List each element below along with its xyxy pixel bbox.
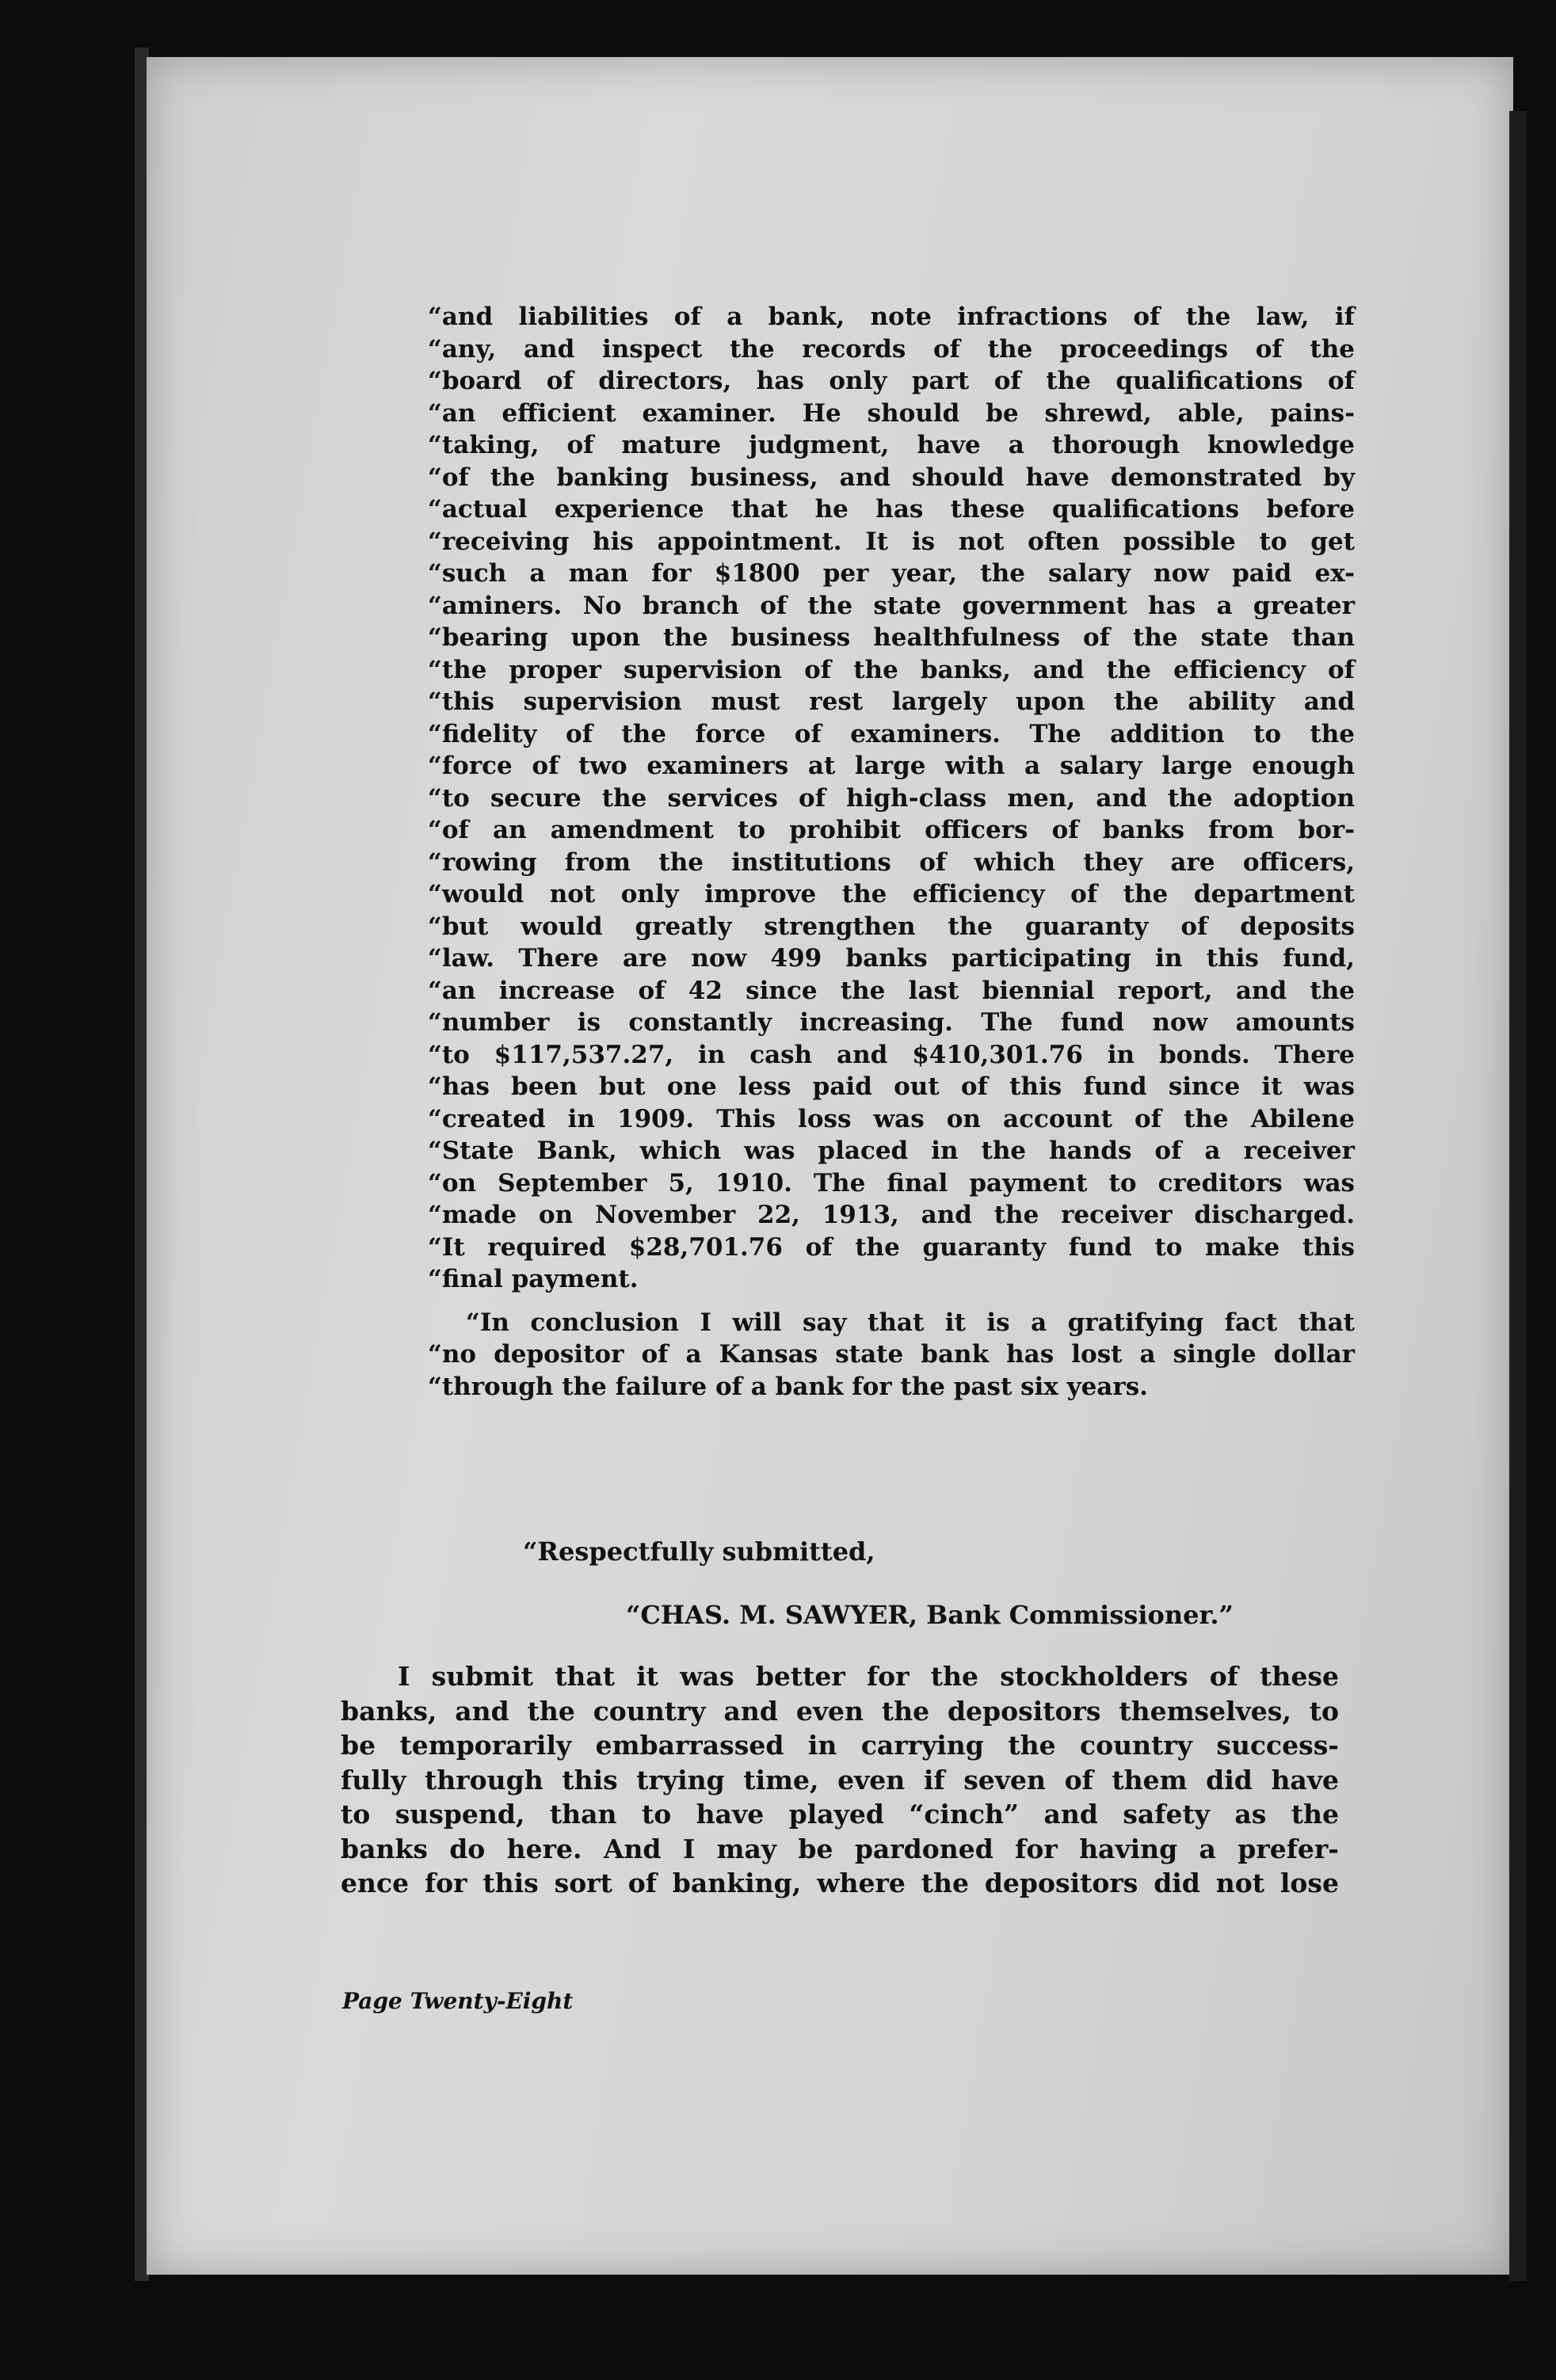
report-text-line: “an increase of 42 since the last biennial report, and the: [428, 976, 1355, 1005]
body-text-line: fully through this trying time, even if seven of them did have: [341, 1764, 1339, 1795]
body-text-line: banks, and the country and even the depositors themselves, to: [341, 1695, 1339, 1727]
report-text-line: “force of two examiners at large with a salary large enough: [428, 752, 1355, 780]
report-text-line: “this supervision must rest largely upon the ability and: [428, 687, 1355, 716]
report-text-line: “to secure the services of high-class men, and the adoption: [428, 783, 1355, 813]
body-text-line: to suspend, than to have played “cinch” and safety as the: [341, 1799, 1339, 1830]
page-number-footer: Page Twenty-Eight: [342, 1988, 574, 2014]
body-text-line: ence for this sort of banking, where the depositors did not lose: [341, 1868, 1339, 1898]
report-text-line: “would not only improve the efficiency of the department: [428, 880, 1355, 908]
report-text-line: “the proper supervision of the banks, and the efficiency of: [428, 655, 1355, 684]
signature-line: “CHAS. M. SAWYER, Bank Commissioner.”: [626, 1600, 1234, 1630]
report-text-line: “actual experience that he has these qualifications before: [428, 495, 1355, 524]
closing-salutation: “Respectfully submitted,: [523, 1537, 875, 1567]
body-text-line: be temporarily embarrassed in carrying the country success-: [341, 1730, 1339, 1761]
quoted-paragraph-2: [428, 1307, 1355, 1403]
report-text-line: “of the banking business, and should have demonstrated by: [428, 463, 1355, 492]
report-text-line: “to $117,537.27, in cash and $410,301.76 in bonds. There: [428, 1040, 1355, 1069]
body-text-line: I submit that it was better for the stockholders of these: [398, 1661, 1339, 1692]
body-text-line: banks do here. And I may be pardoned for having a prefer-: [341, 1833, 1339, 1864]
report-text-line: “final payment.: [428, 1265, 639, 1293]
page-right-edge: [1509, 111, 1527, 2281]
report-text-line: “board of directors, has only part of the qualifications of: [428, 367, 1355, 395]
report-text-line: “such a man for $1800 per year, the salary now paid ex-: [428, 559, 1355, 588]
report-text-line: “of an amendment to prohibit officers of banks from bor-: [428, 816, 1355, 844]
report-text-line: “number is constantly increasing. The fund now amounts: [428, 1008, 1355, 1037]
author-paragraph: [341, 1659, 1339, 1901]
report-text-line: “law. There are now 499 banks participating in this fund,: [428, 944, 1355, 973]
quoted-paragraph-1: [428, 301, 1355, 1296]
report-text-line: “bearing upon the business healthfulness of the state than: [428, 623, 1355, 652]
report-text-line: “on September 5, 1910. The final payment to creditors was: [428, 1168, 1355, 1198]
report-text-line: “any, and inspect the records of the proceedings of the: [428, 334, 1355, 364]
conclusion-text-line: “In conclusion I will say that it is a gratifying fact that: [466, 1308, 1355, 1337]
report-text-line: “taking, of mature judgment, have a thorough knowledge: [428, 431, 1355, 459]
report-text-line: “has been but one less paid out of this fund since it was: [428, 1072, 1355, 1101]
conclusion-text-line: “no depositor of a Kansas state bank has lost a single dollar: [428, 1340, 1355, 1369]
report-text-line: “receiving his appointment. It is not often possible to get: [428, 527, 1355, 556]
report-text-line: “created in 1909. This loss was on account of the Abilene: [428, 1104, 1355, 1133]
report-text-line: “It required $28,701.76 of the guaranty fund to make this: [428, 1232, 1355, 1262]
report-text-line: “and liabilities of a bank, note infractions of the law, if: [428, 303, 1355, 331]
report-text-line: “an efficient examiner. He should be shrewd, able, pains-: [428, 398, 1355, 428]
conclusion-text-line: “through the failure of a bank for the past six years.: [428, 1372, 1148, 1401]
report-text-line: “made on November 22, 1913, and the receiver discharged.: [428, 1201, 1355, 1229]
report-text-line: “rowing from the institutions of which they are officers,: [428, 847, 1355, 877]
report-text-line: “State Bank, which was placed in the hands of a receiver: [428, 1137, 1355, 1165]
report-text-line: “but would greatly strengthen the guaranty of deposits: [428, 912, 1355, 941]
quoted-report-text: [428, 301, 1355, 1403]
report-text-line: “fidelity of the force of examiners. The addition to the: [428, 719, 1355, 748]
report-text-line: “aminers. No branch of the state government has a greater: [428, 591, 1355, 620]
